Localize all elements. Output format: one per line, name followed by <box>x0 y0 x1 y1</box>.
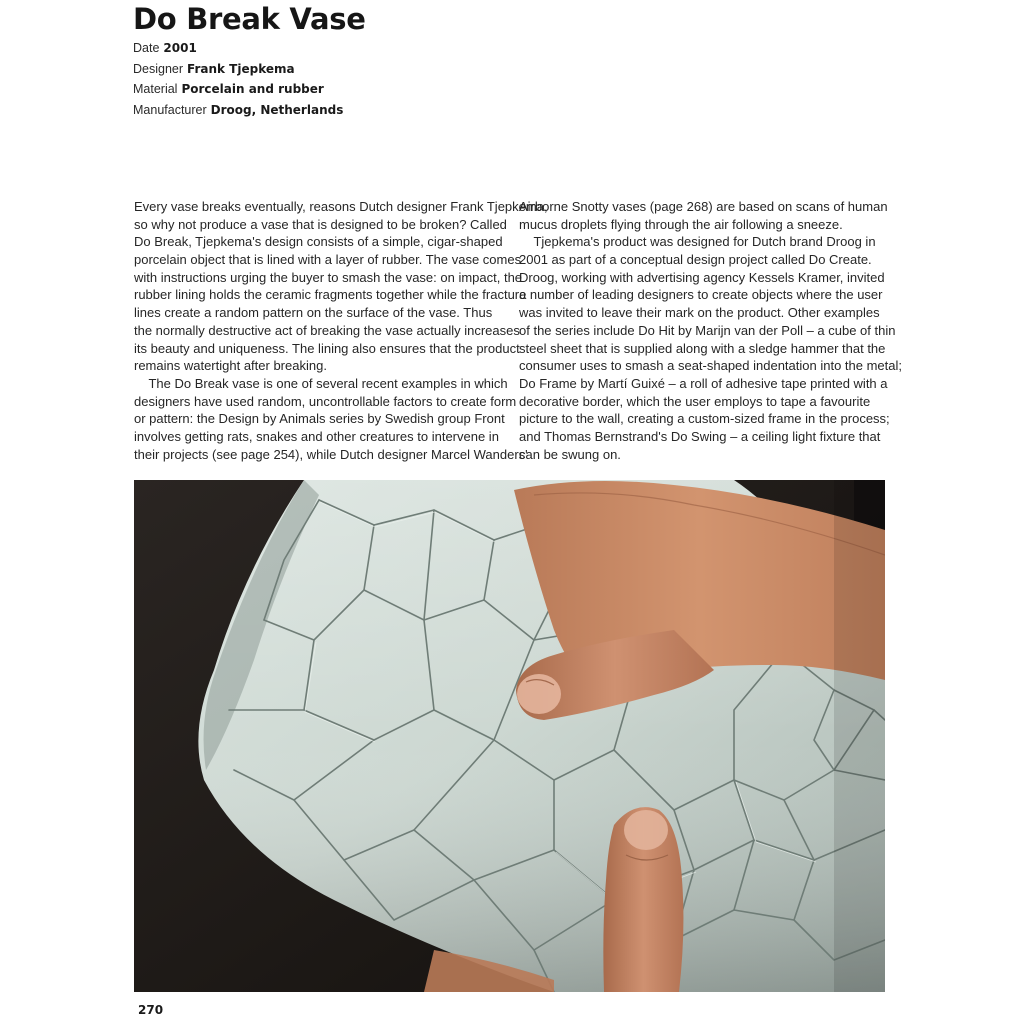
text-line: Tjepkema's product was designed for Dutch brand Droog in <box>519 234 876 250</box>
meta-value: Droog, Netherlands <box>210 103 344 118</box>
text-line: remains watertight after breaking. <box>134 358 327 374</box>
text-line: steel sheet that is supplied along with a sledge hammer that the <box>519 340 886 356</box>
meta-label: Material <box>133 82 178 97</box>
text-line: its beauty and uniqueness. The lining also ensures that the product <box>134 340 520 356</box>
text-line: with instructions urging the buyer to smash the vase: on impact, the <box>134 269 523 285</box>
meta-label: Date <box>133 41 160 55</box>
body-text-right-column <box>519 198 902 463</box>
meta-value: Frank Tjepkema <box>187 61 295 76</box>
meta-manufacturer <box>133 100 533 121</box>
meta-value: 2001 <box>163 41 197 55</box>
text-line: their projects (see page 254), while Dutch designer Marcel Wanders' <box>134 446 528 462</box>
product-meta <box>133 38 533 121</box>
text-line: Airborne Snotty vases (page 268) are based on scans of human <box>519 199 888 214</box>
meta-date <box>133 38 533 59</box>
text-line: rubber lining holds the ceramic fragments together while the fracture <box>134 287 527 303</box>
text-line: was invited to leave their mark on the product. Other examples <box>519 305 880 321</box>
thumbnail <box>624 810 668 850</box>
text-line: Droog, working with advertising agency Kessels Kramer, invited <box>519 269 885 285</box>
text-line: involves getting rats, snakes and other creatures to intervene in <box>134 428 499 444</box>
text-line: Do Frame by Martí Guixé – a roll of adhesive tape printed with a <box>519 375 888 391</box>
text-line: The Do Break vase is one of several recent examples in which <box>134 375 508 391</box>
text-line: a number of leading designers to create objects where the user <box>519 287 883 303</box>
vase-photo <box>134 480 885 992</box>
text-line: so why not produce a vase that is designed to be broken? Called <box>134 216 507 232</box>
body-text-left-column <box>134 198 548 463</box>
meta-designer <box>133 59 533 80</box>
text-line: and Thomas Bernstrand's Do Swing – a ceiling light fixture that <box>519 428 881 444</box>
text-line: decorative border, which the user employs to tape a favourite <box>519 393 871 409</box>
page-title: Do Break Vase <box>133 2 366 36</box>
text-line: designers have used random, uncontrollable factors to create form <box>134 393 517 409</box>
meta-label: Designer <box>133 61 184 76</box>
meta-value: Porcelain and rubber <box>181 82 324 97</box>
page-number: 270 <box>138 1003 164 1017</box>
meta-material <box>133 79 533 100</box>
text-line: 2001 as part of a conceptual design project called Do Create. <box>519 252 872 268</box>
text-line: lines create a random pattern on the surface of the vase. Thus <box>134 305 493 321</box>
text-line: can be swung on. <box>519 446 621 462</box>
text-line: of the series include Do Hit by Marijn van der Poll – a cube of thin <box>519 322 896 338</box>
text-line: Do Break, Tjepkema's design consists of a simple, cigar-shaped <box>134 234 503 250</box>
text-line: Every vase breaks eventually, reasons Dutch designer Frank Tjepkema, <box>134 199 548 214</box>
text-line: the normally destructive act of breaking the vase actually increases <box>134 322 520 338</box>
meta-label: Manufacturer <box>133 103 207 118</box>
text-line: mucus droplets flying through the air following a sneeze. <box>519 216 843 232</box>
text-line: consumer uses to smash a seat-shaped indentation into the metal; <box>519 358 902 374</box>
text-line: porcelain object that is lined with a layer of rubber. The vase comes <box>134 252 522 268</box>
text-line: picture to the wall, creating a custom-sized frame in the process; <box>519 411 890 427</box>
text-line: or pattern: the Design by Animals series by Swedish group Front <box>134 411 505 427</box>
